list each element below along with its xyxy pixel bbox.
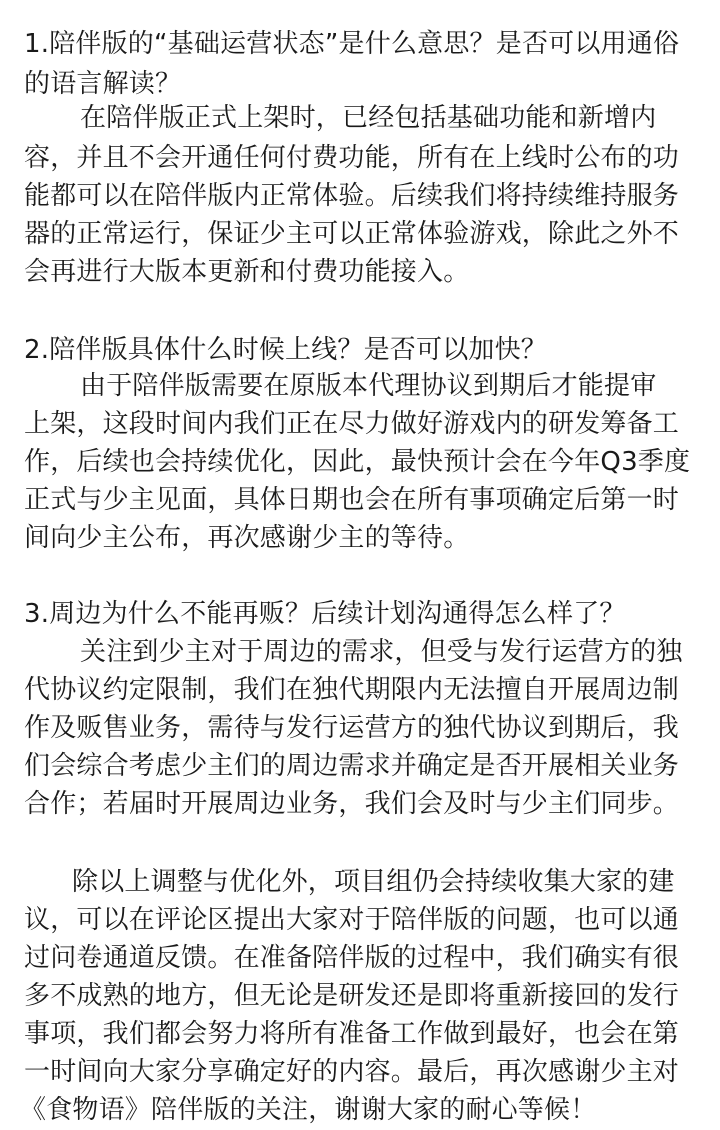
answer-1-line-3: 能都可以在陪伴版内正常体验。后续我们将持续维持服务 [24, 181, 680, 211]
closing-line-1: 除以上调整与优化外，项目组仍会持续收集大家的建 [72, 867, 675, 897]
answer-1-line-5: 会再进行大版本更新和付费功能接入。 [24, 257, 470, 287]
answer-1-line-2: 容，并且不会开通任何付费功能，所有在上线时公布的功 [24, 143, 680, 173]
answer-3-line-1: 关注到少主对于周边的需求，但受与发行运营方的独 [80, 637, 683, 667]
answer-1-line-1: 在陪伴版正式上架时，已经包括基础功能和新增内 [80, 103, 657, 133]
answer-2-line-2: 上架，这段时间内我们正在尽力做好游戏内的研发筹备工 [24, 409, 680, 439]
answer-2-line-3: 作，后续也会持续优化，因此，最快预计会在今年Q3季度 [24, 447, 691, 477]
answer-2-line-5: 间向少主公布，再次感谢少主的等待。 [24, 523, 470, 553]
answer-3-line-5: 合作；若届时开展周边业务，我们会及时与少主们同步。 [24, 789, 680, 819]
closing-line-4: 多不成熟的地方，但无论是研发还是即将重新接回的发行 [24, 981, 680, 1011]
closing-line-7: 《食物语》陪伴版的关注，谢谢大家的耐心等候！ [20, 1095, 597, 1125]
closing-line-6: 一时间向大家分享确定好的内容。最后，再次感谢少主对 [24, 1057, 680, 1087]
answer-1-line-4: 器的正常运行，保证少主可以正常体验游戏，除此之外不 [24, 219, 680, 249]
faq-question-2: 2.陪伴版具体什么时候上线？是否可以加快？ [24, 335, 548, 365]
closing-line-3: 过问卷通道反馈。在准备陪伴版的过程中，我们确实有很 [24, 943, 680, 973]
faq-question-1-cont: 的语言解读？ [24, 69, 182, 99]
faq-question-1: 1.陪伴版的“基础运营状态”是什么意思？是否可以用通俗 [24, 29, 680, 59]
answer-2-line-1: 由于陪伴版需要在原版本代理协议到期后才能提审 [80, 371, 657, 401]
answer-3-line-4: 们会综合考虑少主们的周边需求并确定是否开展相关业务 [24, 751, 680, 781]
answer-3-line-2: 代协议约定限制，我们在独代期限内无法擅自开展周边制 [24, 675, 680, 705]
answer-2-line-4: 正式与少主见面，具体日期也会在所有事项确定后第一时 [24, 485, 680, 515]
faq-question-3: 3.周边为什么不能再贩？后续计划沟通得怎么样了？ [24, 599, 626, 629]
closing-line-5: 事项，我们都会努力将所有准备工作做到最好，也会在第 [24, 1019, 680, 1049]
answer-3-line-3: 作及贩售业务，需待与发行运营方的独代协议到期后，我 [24, 713, 680, 743]
closing-line-2: 议，可以在评论区提出大家对于陪伴版的问题，也可以通 [24, 905, 680, 935]
